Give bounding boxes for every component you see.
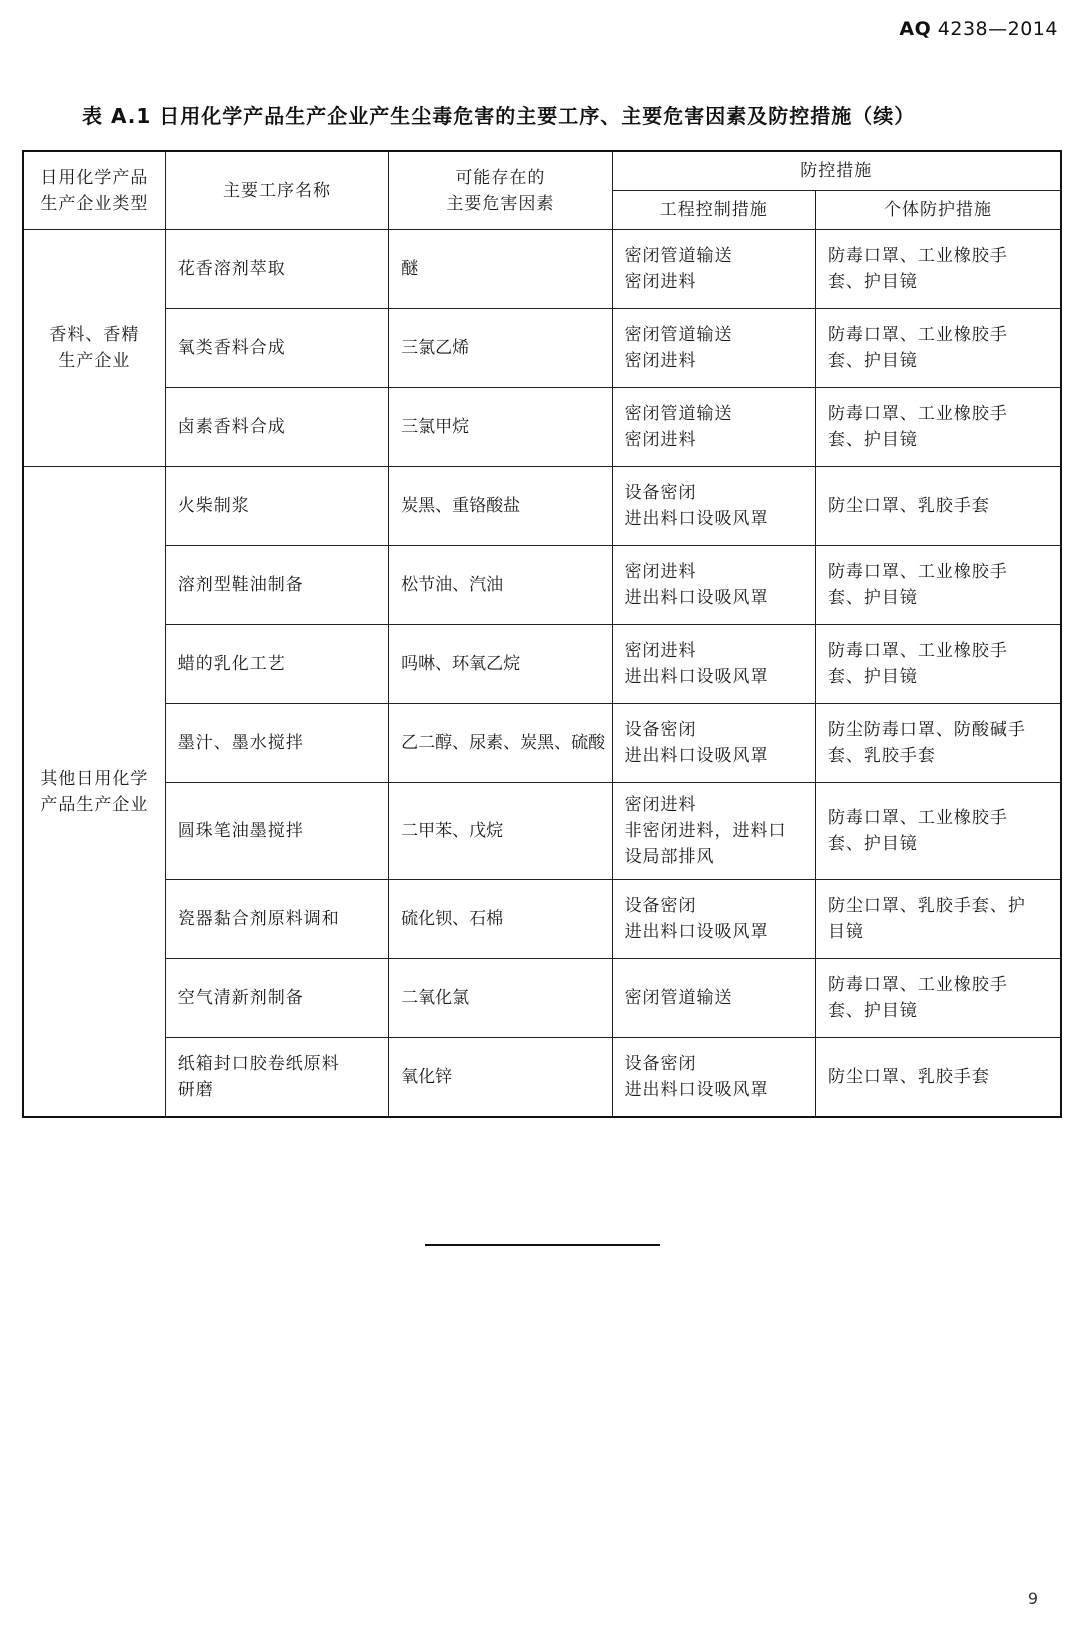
process-cell: 卤素香料合成 <box>165 388 388 467</box>
table-row <box>23 880 1061 959</box>
hazard-cell: 松节油、汽油 <box>389 546 612 625</box>
header-category: 日用化学产品 生产企业类型 <box>23 151 165 230</box>
engineering-cell: 设备密闭 进出料口设吸风罩 <box>612 467 815 546</box>
standard-prefix: AQ <box>899 18 932 40</box>
process-cell: 花香溶剂萃取 <box>165 230 388 309</box>
table-title: 表 A.1 日用化学产品生产企业产生尘毒危害的主要工序、主要危害因素及防控措施（续） <box>82 104 916 128</box>
hazard-cell: 炭黑、重铬酸盐 <box>389 467 612 546</box>
personal-cell: 防尘口罩、乳胶手套、护 目镜 <box>815 880 1061 959</box>
engineering-cell: 密闭管道输送 密闭进料 <box>612 230 815 309</box>
process-cell: 空气清新剂制备 <box>165 959 388 1038</box>
personal-cell: 防毒口罩、工业橡胶手 套、护目镜 <box>815 625 1061 704</box>
engineering-cell: 设备密闭 进出料口设吸风罩 <box>612 880 815 959</box>
personal-cell: 防毒口罩、工业橡胶手 套、护目镜 <box>815 959 1061 1038</box>
engineering-cell: 设备密闭 进出料口设吸风罩 <box>612 1038 815 1118</box>
table-row <box>23 546 1061 625</box>
hazard-cell: 二甲苯、戊烷 <box>389 783 612 880</box>
personal-cell: 防尘口罩、乳胶手套 <box>815 1038 1061 1118</box>
engineering-cell: 密闭进料 非密闭进料，进料口 设局部排风 <box>612 783 815 880</box>
personal-cell: 防毒口罩、工业橡胶手 套、护目镜 <box>815 309 1061 388</box>
personal-cell: 防毒口罩、工业橡胶手 套、护目镜 <box>815 546 1061 625</box>
process-cell: 墨汁、墨水搅拌 <box>165 704 388 783</box>
table-row <box>23 783 1061 880</box>
engineering-cell: 密闭进料 进出料口设吸风罩 <box>612 625 815 704</box>
header-row <box>23 151 1061 191</box>
engineering-cell: 密闭进料 进出料口设吸风罩 <box>612 546 815 625</box>
table-row <box>23 309 1061 388</box>
engineering-cell: 密闭管道输送 密闭进料 <box>612 309 815 388</box>
process-cell: 瓷器黏合剂原料调和 <box>165 880 388 959</box>
header-hazard: 可能存在的 主要危害因素 <box>389 151 612 230</box>
process-cell: 蜡的乳化工艺 <box>165 625 388 704</box>
standard-code <box>899 18 1058 40</box>
personal-cell: 防尘口罩、乳胶手套 <box>815 467 1061 546</box>
table-body <box>23 230 1061 1118</box>
category-cell: 香料、香精 生产企业 <box>23 230 165 467</box>
table-row <box>23 230 1061 309</box>
personal-cell: 防毒口罩、工业橡胶手 套、护目镜 <box>815 230 1061 309</box>
engineering-cell: 密闭管道输送 密闭进料 <box>612 388 815 467</box>
hazard-cell: 硫化钡、石棉 <box>389 880 612 959</box>
hazard-cell: 三氯乙烯 <box>389 309 612 388</box>
table-row <box>23 1038 1061 1118</box>
table-row <box>23 625 1061 704</box>
end-rule <box>425 1244 660 1246</box>
hazard-table <box>22 150 1062 1118</box>
hazard-cell: 醚 <box>389 230 612 309</box>
process-cell: 纸箱封口胶卷纸原料 研磨 <box>165 1038 388 1118</box>
process-cell: 氧类香料合成 <box>165 309 388 388</box>
header-engineering: 工程控制措施 <box>612 191 815 230</box>
category-cell: 其他日用化学 产品生产企业 <box>23 467 165 1118</box>
standard-number: 4238—2014 <box>937 18 1058 40</box>
page-number: 9 <box>1027 1589 1038 1608</box>
process-cell: 溶剂型鞋油制备 <box>165 546 388 625</box>
table-row <box>23 467 1061 546</box>
personal-cell: 防尘防毒口罩、防酸碱手 套、乳胶手套 <box>815 704 1061 783</box>
table-row <box>23 388 1061 467</box>
engineering-cell: 密闭管道输送 <box>612 959 815 1038</box>
table-row <box>23 704 1061 783</box>
engineering-cell: 设备密闭 进出料口设吸风罩 <box>612 704 815 783</box>
table-row <box>23 959 1061 1038</box>
hazard-cell: 乙二醇、尿素、炭黑、硫酸 <box>389 704 612 783</box>
hazard-cell: 三氯甲烷 <box>389 388 612 467</box>
personal-cell: 防毒口罩、工业橡胶手 套、护目镜 <box>815 783 1061 880</box>
process-cell: 火柴制浆 <box>165 467 388 546</box>
header-control: 防控措施 <box>612 151 1061 191</box>
hazard-cell: 吗啉、环氧乙烷 <box>389 625 612 704</box>
process-cell: 圆珠笔油墨搅拌 <box>165 783 388 880</box>
header-process: 主要工序名称 <box>165 151 388 230</box>
personal-cell: 防毒口罩、工业橡胶手 套、护目镜 <box>815 388 1061 467</box>
header-personal: 个体防护措施 <box>815 191 1061 230</box>
hazard-cell: 氧化锌 <box>389 1038 612 1118</box>
hazard-cell: 二氧化氯 <box>389 959 612 1038</box>
